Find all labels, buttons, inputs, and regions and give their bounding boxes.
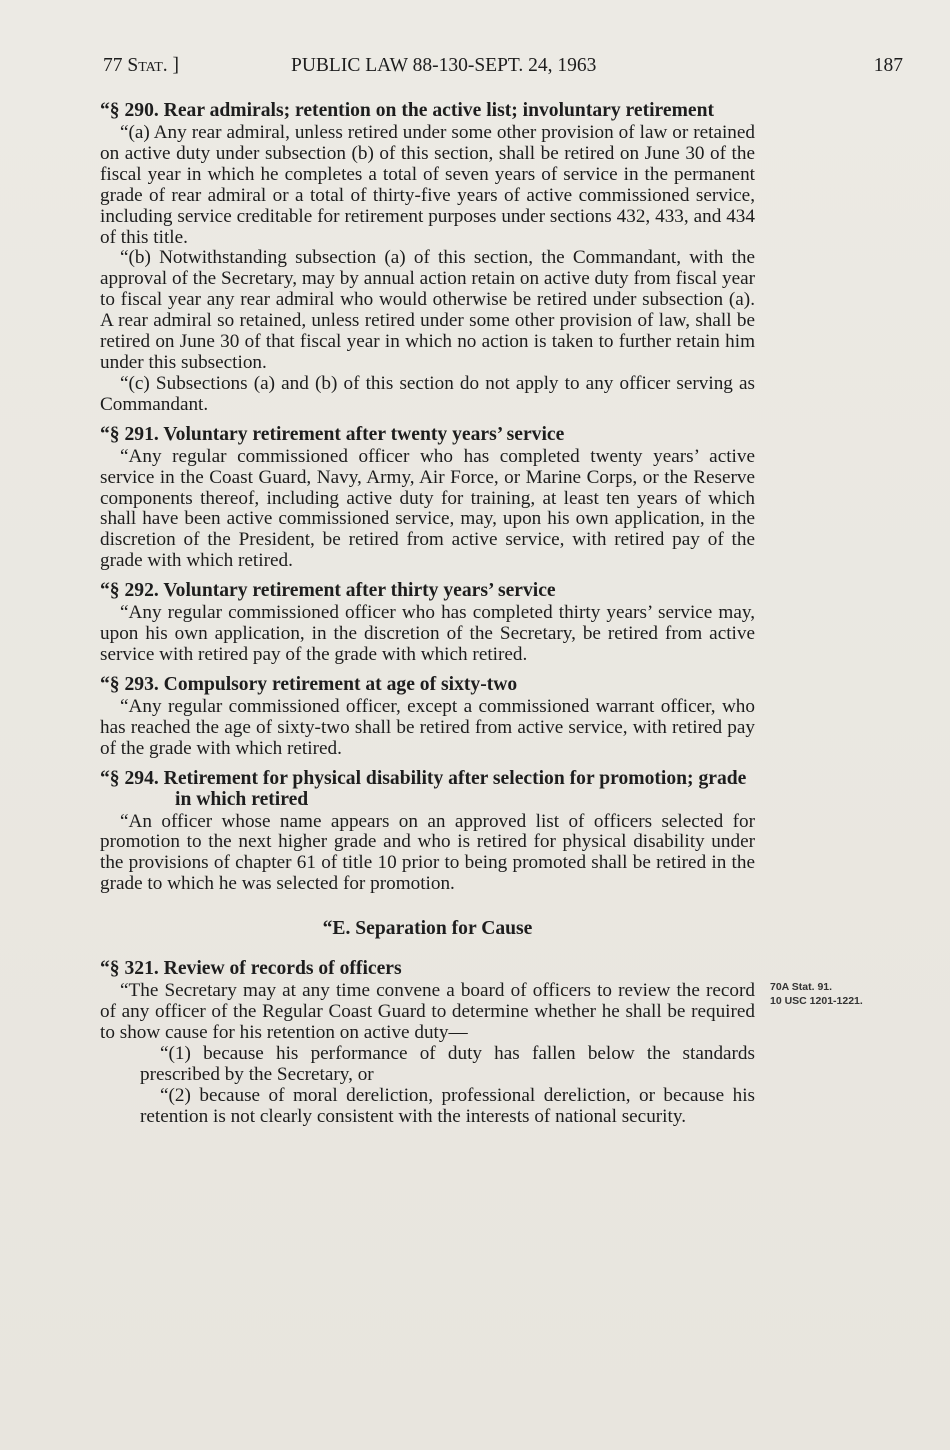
running-header [103, 55, 903, 85]
section-294-para: “An officer whose name appears on an approved list of officers selected for promotion to the next higher grade and who is retired for physical disability under the provisions of chapter 61 of title 10 prior to being promoted shall be retired in the grade to which he was selected for promotion. [100, 810, 755, 895]
section-321-intro: “The Secretary may at any time convene a board of officers to review the record of any officer of the Regular Coast Guard to determine whether he shall be required to show cause for his retention on active duty— [100, 980, 755, 1043]
section-321-item-1: “(1) because his performance of duty has fallen below the standards prescribed by the Secretary, or [140, 1042, 755, 1085]
section-293-heading: “§ 293. Compulsory retirement at age of sixty-two [100, 673, 518, 695]
section-290-heading: “§ 290. Rear admirals; retention on the active list; involuntary retirement [100, 100, 715, 121]
section-292-para: “Any regular commissioned officer who has completed thirty years’ service may, upon his own application, in the discretion of the Secretary, be retired from active service with retired pay of the grade with which retired. [100, 602, 755, 665]
document-body [100, 100, 755, 1127]
subchapter-heading: “E. Separation for Cause [322, 918, 533, 940]
section-290-para-b: “(b) Notwithstanding subsection (a) of this section, the Commandant, with the approval of the Secretary, may by annual action retain on active duty from fiscal year to fiscal year any rear admiral who would otherwise be retired under subsection (a). A rear admiral so retained, unless retired under some other provision of law, shall be retired on June 30 of that fiscal year in which no action is taken to further retain him under this subsection. [100, 247, 755, 373]
section-291-heading: “§ 291. Voluntary retirement after twenty years’ service [100, 423, 565, 445]
section-292-heading: “§ 292. Voluntary retirement after thirty years’ service [100, 580, 556, 602]
margin-citation-line-1: 70A Stat. 91. [770, 981, 833, 993]
volume-reference: 77 Stat. ] [103, 55, 180, 76]
section-291-para: “Any regular commissioned officer who has completed twenty years’ active service in the Coast Guard, Navy, Army, Air Force, or Marine Corps, or the Reserve components thereof, including active duty for training, at least ten years of which shall have been active commissioned service, may, upon his own application, in the discretion of the President, be retired from active service, with retired pay of the grade with which retired. [100, 445, 755, 572]
page-title: PUBLIC LAW 88-130-SEPT. 24, 1963 [291, 55, 597, 76]
page-number: 187 [873, 55, 903, 76]
section-290-para-a: “(a) Any rear admiral, unless retired under some other provision of law or retained on active duty under subsection (b) of this section, shall be retired on June 30 of the fiscal year in which he completes a total of seven years of service in the permanent grade of rear admiral or a total of thirty-five years of active commissioned service, including service creditable for retirement purposes under sections 432, 433, and 434 of this title. [100, 122, 755, 248]
section-290-para-c: “(c) Subsections (a) and (b) of this section do not apply to any officer serving as Commandant. [100, 372, 755, 415]
section-321-item-2: “(2) because of moral dereliction, professional dereliction, or because his retention is not clearly consistent with the interests of national security. [140, 1084, 755, 1127]
margin-citation-line-2: 10 USC 1201-1221. [770, 995, 863, 1007]
margin-citation [770, 980, 880, 1008]
section-293-para: “Any regular commissioned officer, except a commissioned warrant officer, who has reached the age of sixty-two shall be retired from active service, with retired pay of the grade with which retired. [100, 695, 755, 759]
section-294-heading: “§ 294. Retirement for physical disability after selection for promotion; grade in which retired [100, 767, 747, 810]
section-321-heading: “§ 321. Review of records of officers [100, 958, 402, 980]
